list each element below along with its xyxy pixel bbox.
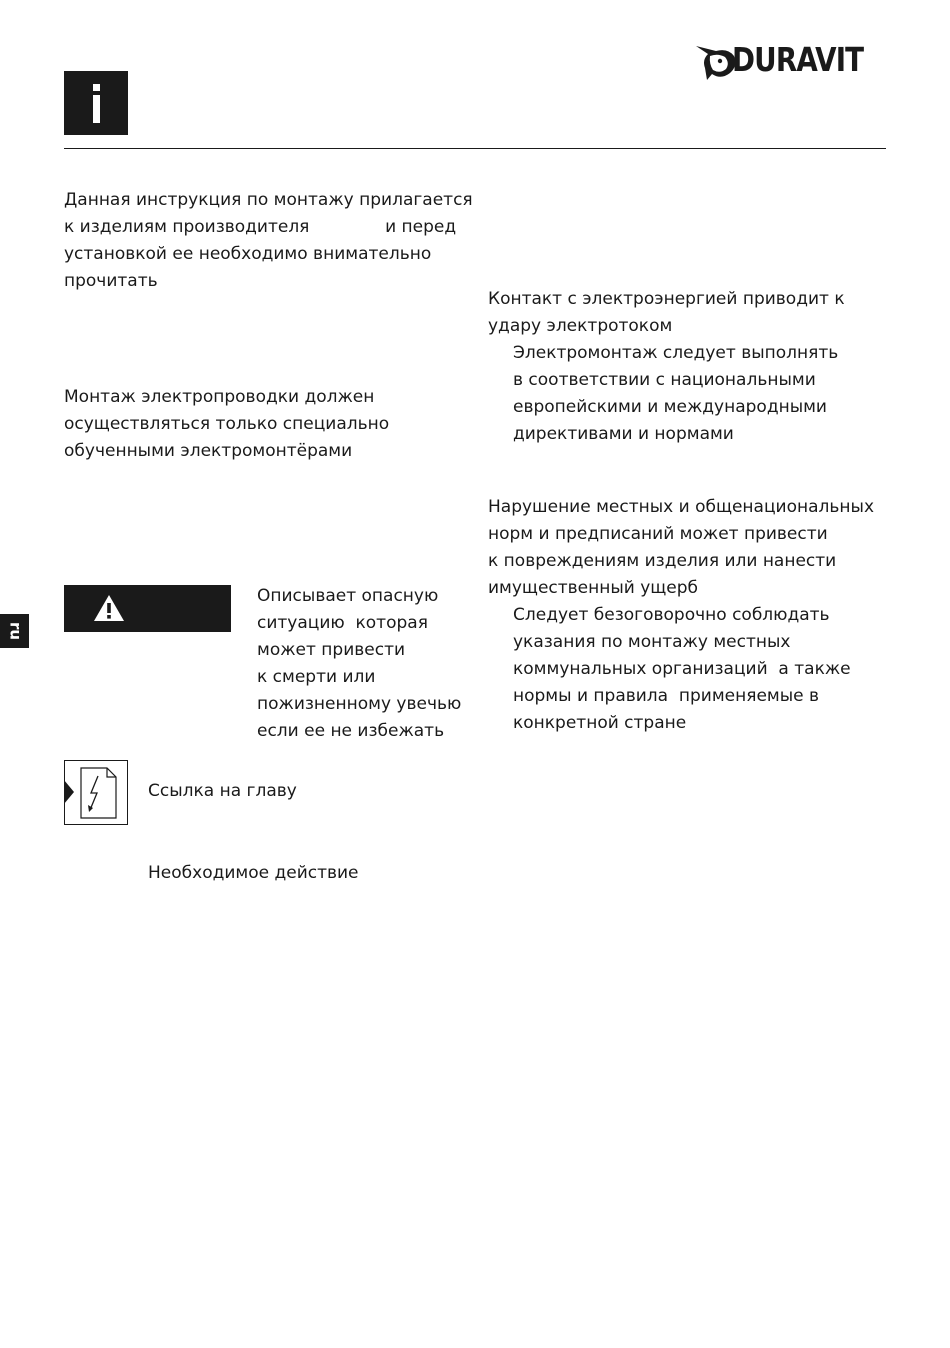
- electricians-paragraph: [64, 384, 389, 465]
- warning-line: ситуацию которая: [257, 613, 428, 633]
- warning-line: Описывает опасную: [257, 586, 439, 606]
- shock-action-line: директивами и нормами: [513, 424, 734, 444]
- intro-line: к изделиям производителя и перед: [64, 217, 457, 237]
- warning-description: [257, 583, 461, 745]
- shock-paragraph: [488, 286, 845, 448]
- intro-line: установкой ее необходимо внимательно: [64, 244, 432, 264]
- norms-line: к повреждениям изделия или нанести: [488, 551, 837, 571]
- language-tab: [0, 614, 29, 648]
- shock-action-line: европейскими и международными: [513, 397, 827, 417]
- norms-line: норм и предписаний может привести: [488, 524, 828, 544]
- norms-action-line: указания по монтажу местных: [513, 632, 791, 652]
- norms-line: имущественный ущерб: [488, 578, 699, 598]
- norms-action-line: Следует безоговорочно соблюдать: [513, 605, 830, 625]
- warning-triangle-icon: [92, 593, 126, 623]
- electricians-line: обученными электромонтёрами: [64, 441, 353, 461]
- intro-paragraph: [64, 187, 473, 295]
- electricians-line: Монтаж электропроводки должен: [64, 387, 375, 407]
- norms-action-line: коммунальных организаций а также: [513, 659, 851, 679]
- electricians-line: осуществляться только специально: [64, 414, 390, 434]
- warning-line: к смерти или: [257, 667, 376, 687]
- chapter-reference: [148, 778, 297, 805]
- required-action-label: Необходимое действие: [148, 863, 359, 883]
- required-action: [148, 860, 359, 887]
- intro-line: Данная инструкция по монтажу прилагается: [64, 190, 473, 210]
- header-divider: [64, 148, 886, 149]
- shock-line: Контакт с электроэнергией приводит к: [488, 289, 845, 309]
- duravit-logo: [694, 40, 886, 82]
- chapter-reference-label: Ссылка на главу: [148, 781, 297, 801]
- norms-paragraph: [488, 494, 874, 737]
- warning-line: пожизненному увечью: [257, 694, 462, 714]
- lightning-document-icon: [64, 760, 128, 825]
- warning-line: если ее не избежать: [257, 721, 445, 741]
- shock-action-line: в соответствии с национальными: [513, 370, 816, 390]
- language-label: ru: [6, 621, 24, 641]
- norms-line: Нарушение местных и общенациональных: [488, 497, 875, 517]
- shock-action-line: Электромонтаж следует выполнять: [513, 343, 839, 363]
- brand-name: DURAVIT: [732, 40, 864, 79]
- warning-label: [64, 585, 231, 632]
- norms-action-line: конкретной стране: [513, 713, 687, 733]
- warning-line: может привести: [257, 640, 406, 660]
- shock-line: удару электротоком: [488, 316, 673, 336]
- info-icon: [64, 71, 128, 135]
- norms-action-line: нормы и правила применяемые в: [513, 686, 820, 706]
- intro-line: прочитать: [64, 271, 158, 291]
